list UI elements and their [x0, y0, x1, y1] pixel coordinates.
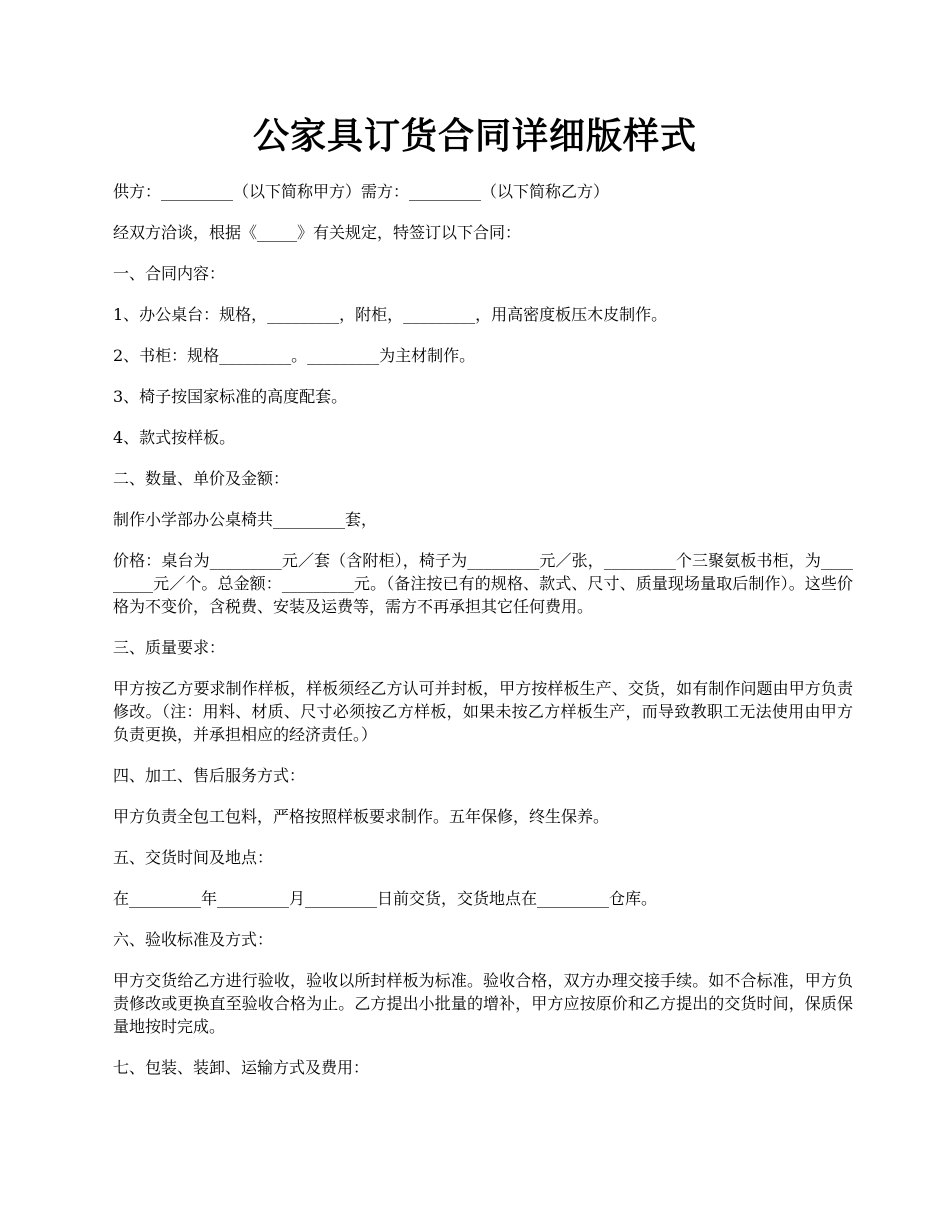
- section-heading-6: 六、验收标准及方式：: [113, 930, 274, 949]
- clause-chair: 3、椅子按国家标准的高度配套。: [113, 387, 348, 406]
- section-heading-5: 五、交货时间及地点：: [113, 848, 274, 867]
- section-heading-2: 二、数量、单价及金额：: [113, 469, 290, 488]
- clause-style: 4、款式按样板。: [113, 428, 236, 447]
- service-paragraph: 甲方负责全包工包料，严格按照样板要求制作。五年保修，终生保养。: [113, 807, 610, 826]
- price-paragraph: 价格：桌台为_________元／套（含附柜），椅子为_________元／张，_________个三聚氨板书柜，为_________元／个。总金额：_________元。（备注按已有的规格、款式、尺寸、质量现场量取后制作）。这些价格为不变价，含税费、安装及运费等，需方不再承担其它任何费用。: [113, 551, 853, 616]
- section-heading-1: 一、合同内容：: [113, 264, 226, 283]
- document-body: [113, 180, 853, 1097]
- quantity-line: 制作小学部办公桌椅共_________套，: [113, 510, 378, 529]
- document-title: 公家具订货合同详细版样式: [252, 115, 697, 157]
- parties-line: 供方：_________（以下简称甲方）需方：_________（以下简称乙方）: [113, 182, 610, 201]
- delivery-paragraph: 在_________年_________月_________日前交货，交货地点在_________仓库。: [113, 889, 658, 908]
- clause-bookcase: 2、书柜：规格_________。_________为主材制作。: [113, 346, 476, 365]
- acceptance-paragraph: 甲方交货给乙方进行验收，验收以所封样板为标准。验收合格，双方办理交接手续。如不合标准，甲方负责修改或更换直至验收合格为止。乙方提出小批量的增补，甲方应按原价和乙方提出的交货时间，保质保量地按时完成。: [113, 971, 853, 1036]
- section-heading-4: 四、加工、售后服务方式：: [113, 766, 306, 785]
- preamble: 经双方洽谈，根据《_____》有关规定，特签订以下合同：: [113, 223, 522, 242]
- section-heading-3: 三、质量要求：: [113, 638, 226, 657]
- clause-desk: 1、办公桌台：规格，_________，附柜，_________，用高密度板压木皮制作。: [113, 305, 668, 324]
- section-heading-7: 七、包装、装卸、运输方式及费用：: [113, 1058, 370, 1077]
- quality-paragraph: 甲方按乙方要求制作样板，样板须经乙方认可并封板，甲方按样板生产、交货，如有制作问题由甲方负责修改。（注：用料、材质、尺寸必须按乙方样板，如果未按乙方样板生产，而导致教职工无法使用由甲方负责更换，并承担相应的经济责任。）: [113, 679, 853, 744]
